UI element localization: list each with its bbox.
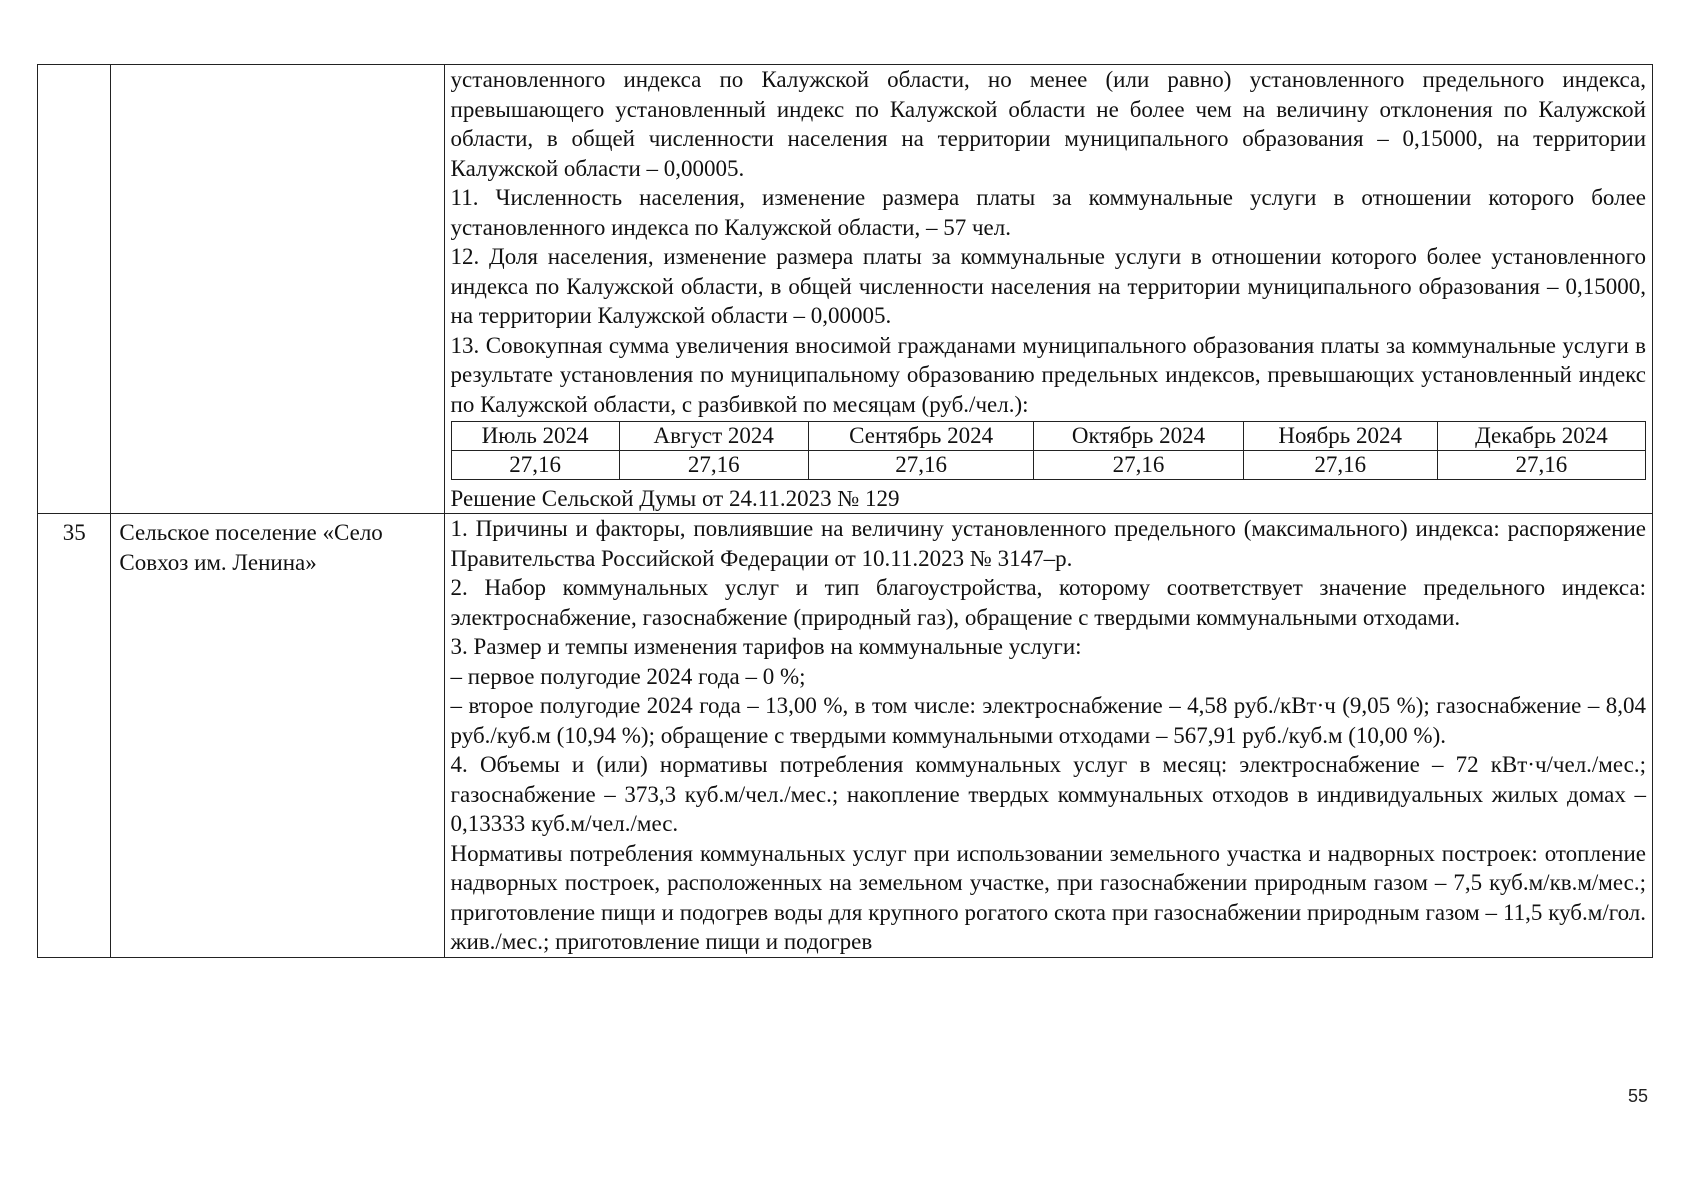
paragraph-4: 4. Объемы и (или) нормативы потребления коммунальных услуг в месяц: электроснабжение – 72 кВт·ч/чел./мес.; газоснабжение – 373,3 куб.м/чел./мес.; накопление твердых коммунальных отходов в индивидуальных жилых домах – 0,13333 куб.м/чел./мес. [450,752,1646,836]
paragraph-3: 3. Размер и темпы изменения тарифов на коммунальные услуги: [450,634,1082,659]
months-header-row [451,422,1645,451]
months-value-row [451,451,1645,480]
month-value: 27,16 [1437,451,1645,480]
paragraph-11: 11. Численность населения, изменение размера платы за коммунальные услуги в отношении которого более установленного индекса по Калужской области, – 57 чел. [450,185,1646,240]
details-cell [444,65,1652,514]
month-value: 27,16 [1034,451,1243,480]
page-number: 55 [1628,1086,1649,1106]
paragraph-norms: Нормативы потребления коммунальных услуг при использовании земельного участка и надворных построек: отопление надворных построек, расположенных на земельном участке, при газоснабжении природным газом – 7,5 куб.м/кв.м/мес.; приготовление пищи и подогрев воды для крупного рогатого скота при газоснабжении природным газом – 11,5 куб.м/гол. жив./мес.; приготовление пищи и подогрев [450,840,1646,954]
month-value: 27,16 [619,451,808,480]
document-table [37,64,1653,958]
paragraph-12: 12. Доля населения, изменение размера платы за коммунальные услуги в отношении которого более установленного индекса по Калужской области, в общей численности населения на территории муниципального образования – 0,15000, на территории Калужской области – 0,00005. [450,244,1646,328]
table-row-35 [38,514,1653,958]
paragraph-1: 1. Причины и факторы, повлиявшие на величину установленного предельного (максимального) индекса: распоряжение Правительства Российской Федерации от 10.11.2023 № 3147–р. [450,516,1646,571]
paragraph-3-first-half: – первое полугодие 2024 года – 0 %; [450,663,806,689]
row-number: 35 [38,514,111,958]
month-value: 27,16 [1243,451,1437,480]
paragraph-index-share: установленного индекса по Калужской области, но менее (или равно) установленного предельного индекса, превышающего установленный индекс по Калужской области не более чем на величину отклонения по Калужской области, в общей численности населения на территории муниципального образования – 0,15000, на территории Калужской области – 0,00005. [450,67,1646,181]
monthly-increase-table [451,421,1646,480]
paragraph-13: 13. Совокупная сумма увеличения вносимой гражданами муниципального образования платы за коммунальные услуги в результате установления по муниципальному образованию предельных индексов, превышающих установленный индекс по Калужской области, с разбивкой по месяцам (руб./чел.): [450,332,1646,417]
month-header: Июль 2024 [451,422,619,451]
paragraph-3-second-half: – второе полугодие 2024 года – 13,00 %, в том числе: электроснабжение – 4,58 руб./кВт·ч (9,05 %); газоснабжение – 8,04 руб./куб.м (10,94 %); обращение с твердыми коммунальными отходами – 567,91 руб./куб.м (10,00 %). [450,693,1646,748]
month-header: Декабрь 2024 [1437,422,1645,451]
month-value: 27,16 [451,451,619,480]
month-header: Сентябрь 2024 [808,422,1034,451]
month-header: Октябрь 2024 [1034,422,1243,451]
council-decision: Решение Сельской Думы от 24.11.2023 № 129 [450,486,900,511]
paragraph-2: 2. Набор коммунальных услуг и тип благоустройства, которому соответствует значение предельного индекса: электроснабжение, газоснабжение (природный газ), обращение с твердыми коммунальными отходами. [450,575,1646,630]
month-header: Ноябрь 2024 [1243,422,1437,451]
month-value: 27,16 [808,451,1034,480]
settlement-name: Сельское поселение «Село Совхоз им. Ленина» [111,514,444,958]
settlement-name-cell [111,65,444,514]
table-row-34 [38,65,1653,514]
row-number-cell [38,65,111,514]
details-cell [444,514,1652,958]
month-header: Август 2024 [619,422,808,451]
